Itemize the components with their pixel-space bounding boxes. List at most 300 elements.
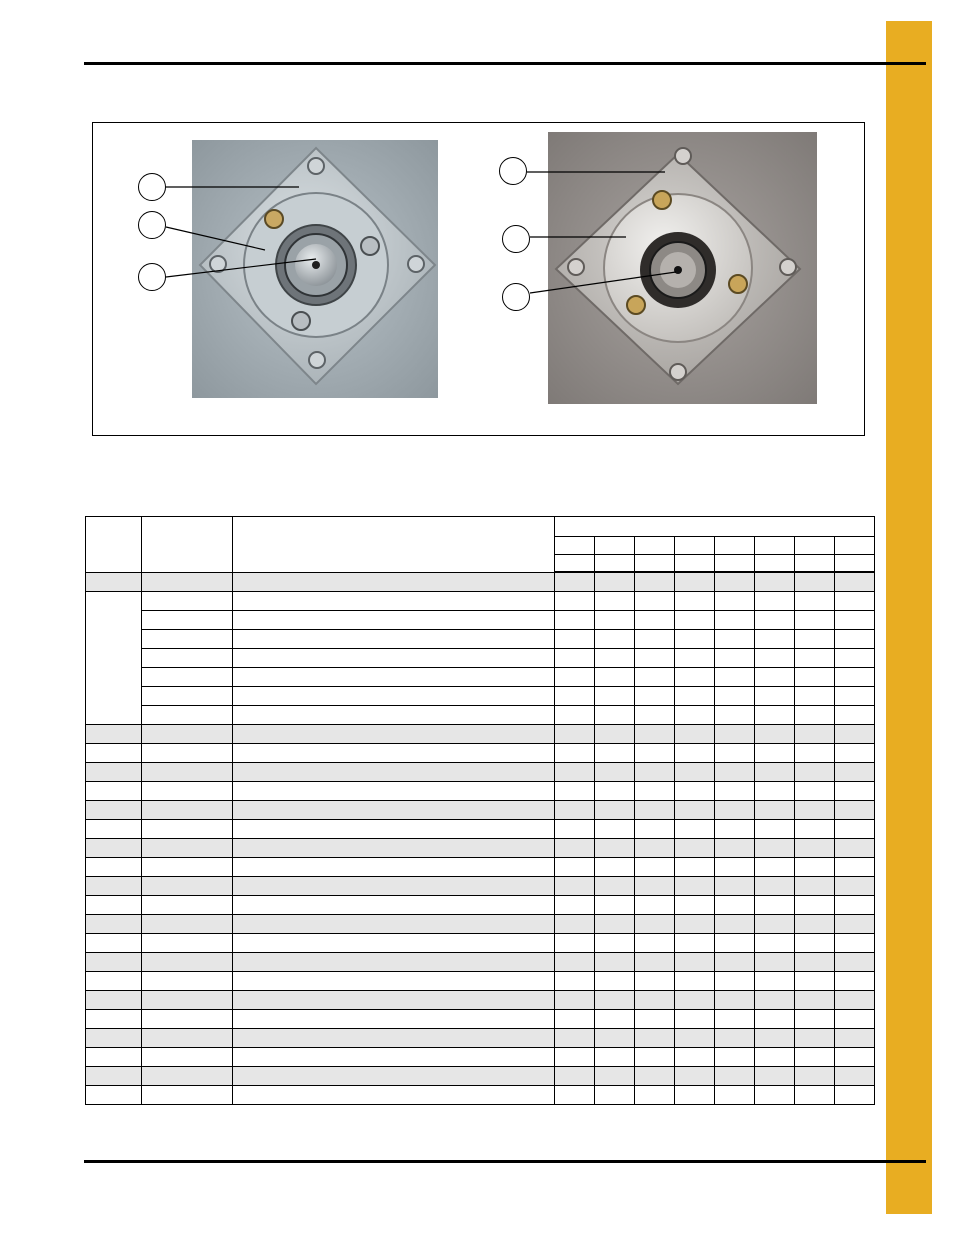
qty-cell: [755, 1010, 795, 1029]
table-row: [86, 668, 875, 687]
table-row: [86, 1029, 875, 1048]
header-qty-cell: [675, 555, 715, 573]
qty-cell: [755, 1067, 795, 1086]
qty-cell: [555, 668, 595, 687]
callout-circle: [502, 283, 530, 311]
qty-cell: [715, 877, 755, 896]
part-number-cell: [142, 1067, 233, 1086]
header-size-cell: [675, 537, 715, 555]
table-row: [86, 649, 875, 668]
qty-cell: [715, 953, 755, 972]
qty-cell: [715, 839, 755, 858]
description-cell: [233, 934, 555, 953]
qty-cell: [595, 1086, 635, 1105]
ref-cell: [86, 1048, 142, 1067]
qty-cell: [675, 820, 715, 839]
ref-cell: [86, 1029, 142, 1048]
qty-cell: [755, 839, 795, 858]
qty-cell: [555, 858, 595, 877]
qty-cell: [715, 934, 755, 953]
qty-cell: [795, 572, 835, 592]
footer-rule: [84, 1160, 926, 1163]
qty-cell: [555, 820, 595, 839]
qty-cell: [675, 801, 715, 820]
qty-cell: [675, 744, 715, 763]
qty-cell: [555, 934, 595, 953]
qty-cell: [835, 1010, 875, 1029]
qty-cell: [555, 896, 595, 915]
qty-cell: [595, 668, 635, 687]
qty-cell: [675, 877, 715, 896]
table-row: [86, 877, 875, 896]
qty-cell: [675, 991, 715, 1010]
ref-cell: [86, 725, 142, 744]
qty-cell: [715, 991, 755, 1010]
qty-cell: [795, 972, 835, 991]
qty-cell: [595, 649, 635, 668]
qty-cell: [595, 953, 635, 972]
header-size-group-cell: [555, 517, 875, 537]
description-cell: [233, 744, 555, 763]
qty-cell: [795, 1067, 835, 1086]
qty-cell: [835, 896, 875, 915]
part-number-cell: [142, 1029, 233, 1048]
qty-cell: [835, 572, 875, 592]
qty-cell: [715, 1010, 755, 1029]
description-cell: [233, 953, 555, 972]
ref-cell: [86, 858, 142, 877]
part-number-cell: [142, 687, 233, 706]
description-cell: [233, 1086, 555, 1105]
ref-cell: [86, 1067, 142, 1086]
callout-circle: [138, 263, 166, 291]
qty-cell: [795, 1029, 835, 1048]
qty-cell: [835, 763, 875, 782]
part-number-cell: [142, 915, 233, 934]
qty-cell: [555, 649, 595, 668]
ref-cell: [86, 1010, 142, 1029]
qty-cell: [795, 1086, 835, 1105]
qty-cell: [755, 763, 795, 782]
qty-cell: [795, 858, 835, 877]
description-cell: [233, 630, 555, 649]
qty-cell: [755, 572, 795, 592]
table-row: [86, 592, 875, 611]
description-cell: [233, 763, 555, 782]
qty-cell: [675, 782, 715, 801]
header-size-cell: [715, 537, 755, 555]
section-tab: [886, 21, 932, 1214]
ref-cell: [86, 572, 142, 592]
qty-cell: [635, 839, 675, 858]
qty-cell: [595, 934, 635, 953]
qty-cell: [635, 801, 675, 820]
qty-cell: [595, 687, 635, 706]
qty-cell: [555, 687, 595, 706]
ref-cell: [86, 877, 142, 896]
qty-cell: [635, 896, 675, 915]
qty-cell: [715, 1048, 755, 1067]
qty-cell: [755, 972, 795, 991]
qty-cell: [795, 668, 835, 687]
ref-cell: [86, 763, 142, 782]
qty-cell: [755, 1029, 795, 1048]
qty-cell: [675, 839, 715, 858]
qty-cell: [595, 782, 635, 801]
table-row: [86, 801, 875, 820]
description-cell: [233, 820, 555, 839]
ref-cell: [86, 782, 142, 801]
qty-cell: [835, 1086, 875, 1105]
qty-cell: [595, 744, 635, 763]
qty-cell: [555, 725, 595, 744]
description-cell: [233, 801, 555, 820]
qty-cell: [675, 896, 715, 915]
qty-cell: [835, 649, 875, 668]
qty-cell: [595, 572, 635, 592]
qty-cell: [555, 763, 595, 782]
qty-cell: [675, 858, 715, 877]
ref-cell: [86, 839, 142, 858]
header-size-cell: [635, 537, 675, 555]
part-number-cell: [142, 953, 233, 972]
qty-cell: [835, 1048, 875, 1067]
qty-cell: [835, 782, 875, 801]
ref-cell-merged: [86, 592, 142, 725]
header-size-cell: [595, 537, 635, 555]
part-number-cell: [142, 934, 233, 953]
table-row: [86, 782, 875, 801]
qty-cell: [595, 839, 635, 858]
qty-cell: [835, 877, 875, 896]
qty-cell: [795, 1010, 835, 1029]
qty-cell: [595, 896, 635, 915]
qty-cell: [675, 611, 715, 630]
header-size-cell: [755, 537, 795, 555]
part-number-cell: [142, 1010, 233, 1029]
qty-cell: [555, 592, 595, 611]
qty-cell: [635, 572, 675, 592]
callout-circle: [138, 211, 166, 239]
qty-cell: [835, 611, 875, 630]
callout-circle: [499, 157, 527, 185]
description-cell: [233, 592, 555, 611]
qty-cell: [635, 706, 675, 725]
qty-cell: [755, 934, 795, 953]
part-number-cell: [142, 858, 233, 877]
qty-cell: [755, 1048, 795, 1067]
qty-cell: [715, 896, 755, 915]
qty-cell: [835, 972, 875, 991]
qty-cell: [635, 611, 675, 630]
ref-cell: [86, 896, 142, 915]
qty-cell: [555, 1048, 595, 1067]
table-row: [86, 706, 875, 725]
description-cell: [233, 572, 555, 592]
description-cell: [233, 972, 555, 991]
qty-cell: [635, 877, 675, 896]
qty-cell: [675, 572, 715, 592]
qty-cell: [555, 572, 595, 592]
qty-cell: [795, 744, 835, 763]
table-row: [86, 1067, 875, 1086]
qty-cell: [715, 744, 755, 763]
description-cell: [233, 668, 555, 687]
qty-cell: [595, 763, 635, 782]
table-row: [86, 972, 875, 991]
qty-cell: [635, 782, 675, 801]
qty-cell: [755, 991, 795, 1010]
qty-cell: [755, 896, 795, 915]
qty-cell: [675, 668, 715, 687]
callout-circle: [502, 225, 530, 253]
table-row: [86, 763, 875, 782]
qty-cell: [755, 858, 795, 877]
table-header-row: [86, 517, 875, 537]
description-cell: [233, 915, 555, 934]
description-cell: [233, 1029, 555, 1048]
qty-cell: [715, 801, 755, 820]
qty-cell: [795, 630, 835, 649]
qty-cell: [795, 687, 835, 706]
part-number-cell: [142, 782, 233, 801]
qty-cell: [595, 915, 635, 934]
qty-cell: [595, 1029, 635, 1048]
flange-bearing-photo-right: [548, 132, 817, 404]
qty-cell: [835, 991, 875, 1010]
qty-cell: [835, 592, 875, 611]
part-number-cell: [142, 896, 233, 915]
description-cell: [233, 782, 555, 801]
part-number-cell: [142, 991, 233, 1010]
qty-cell: [595, 858, 635, 877]
part-number-cell: [142, 706, 233, 725]
qty-cell: [635, 668, 675, 687]
qty-cell: [755, 592, 795, 611]
qty-cell: [795, 763, 835, 782]
header-qty-cell: [755, 555, 795, 573]
qty-cell: [555, 991, 595, 1010]
qty-cell: [715, 858, 755, 877]
header-qty-cell: [635, 555, 675, 573]
header-part-number-cell: [142, 517, 233, 573]
qty-cell: [715, 572, 755, 592]
qty-cell: [635, 1067, 675, 1086]
table-row: [86, 611, 875, 630]
part-number-cell: [142, 668, 233, 687]
qty-cell: [595, 877, 635, 896]
qty-cell: [795, 839, 835, 858]
qty-cell: [635, 649, 675, 668]
qty-cell: [715, 611, 755, 630]
part-number-cell: [142, 1086, 233, 1105]
qty-cell: [835, 668, 875, 687]
qty-cell: [755, 915, 795, 934]
qty-cell: [835, 744, 875, 763]
qty-cell: [715, 1086, 755, 1105]
qty-cell: [795, 820, 835, 839]
qty-cell: [795, 877, 835, 896]
qty-cell: [555, 839, 595, 858]
qty-cell: [795, 782, 835, 801]
part-number-cell: [142, 972, 233, 991]
qty-cell: [715, 915, 755, 934]
qty-cell: [635, 1029, 675, 1048]
ref-cell: [86, 953, 142, 972]
qty-cell: [835, 915, 875, 934]
qty-cell: [755, 820, 795, 839]
qty-cell: [795, 801, 835, 820]
qty-cell: [675, 1048, 715, 1067]
qty-cell: [835, 858, 875, 877]
part-number-cell: [142, 877, 233, 896]
header-ref-cell: [86, 517, 142, 573]
qty-cell: [635, 934, 675, 953]
ref-cell: [86, 820, 142, 839]
qty-cell: [595, 820, 635, 839]
qty-cell: [795, 725, 835, 744]
qty-cell: [715, 687, 755, 706]
qty-cell: [635, 592, 675, 611]
qty-cell: [715, 668, 755, 687]
description-cell: [233, 706, 555, 725]
qty-cell: [635, 687, 675, 706]
figure-frame: [92, 122, 865, 436]
qty-cell: [795, 991, 835, 1010]
qty-cell: [555, 611, 595, 630]
ref-cell: [86, 1086, 142, 1105]
qty-cell: [555, 915, 595, 934]
part-number-cell: [142, 820, 233, 839]
qty-cell: [835, 630, 875, 649]
qty-cell: [755, 668, 795, 687]
header-qty-cell: [795, 555, 835, 573]
description-cell: [233, 1048, 555, 1067]
qty-cell: [675, 687, 715, 706]
part-number-cell: [142, 649, 233, 668]
part-number-cell: [142, 763, 233, 782]
description-cell: [233, 877, 555, 896]
ref-cell: [86, 915, 142, 934]
qty-cell: [715, 763, 755, 782]
header-size-cell: [835, 537, 875, 555]
part-number-cell: [142, 630, 233, 649]
qty-cell: [595, 1067, 635, 1086]
table-row: [86, 953, 875, 972]
table-row: [86, 1086, 875, 1105]
qty-cell: [555, 782, 595, 801]
qty-cell: [635, 953, 675, 972]
qty-cell: [835, 820, 875, 839]
part-number-cell: [142, 572, 233, 592]
qty-cell: [595, 1048, 635, 1067]
part-number-cell: [142, 744, 233, 763]
qty-cell: [635, 1048, 675, 1067]
header-qty-cell: [595, 555, 635, 573]
qty-cell: [675, 649, 715, 668]
header-rule: [84, 62, 926, 65]
qty-cell: [555, 801, 595, 820]
qty-cell: [675, 972, 715, 991]
qty-cell: [715, 592, 755, 611]
qty-cell: [555, 1067, 595, 1086]
qty-cell: [555, 877, 595, 896]
qty-cell: [755, 801, 795, 820]
qty-cell: [755, 877, 795, 896]
part-number-cell: [142, 611, 233, 630]
qty-cell: [795, 1048, 835, 1067]
qty-cell: [835, 725, 875, 744]
qty-cell: [635, 858, 675, 877]
table-row: [86, 687, 875, 706]
description-cell: [233, 896, 555, 915]
qty-cell: [675, 934, 715, 953]
qty-cell: [635, 915, 675, 934]
qty-cell: [715, 782, 755, 801]
parts-list-table: [85, 516, 875, 1105]
qty-cell: [595, 725, 635, 744]
table-row: [86, 934, 875, 953]
qty-cell: [595, 1010, 635, 1029]
qty-cell: [555, 1010, 595, 1029]
description-cell: [233, 858, 555, 877]
qty-cell: [795, 915, 835, 934]
qty-cell: [835, 687, 875, 706]
qty-cell: [755, 649, 795, 668]
qty-cell: [755, 744, 795, 763]
qty-cell: [835, 1067, 875, 1086]
header-qty-cell: [835, 555, 875, 573]
description-cell: [233, 839, 555, 858]
qty-cell: [635, 820, 675, 839]
table-row: [86, 630, 875, 649]
description-cell: [233, 1010, 555, 1029]
qty-cell: [675, 763, 715, 782]
description-cell: [233, 611, 555, 630]
qty-cell: [675, 706, 715, 725]
table-row: [86, 1048, 875, 1067]
qty-cell: [555, 1029, 595, 1048]
ref-cell: [86, 744, 142, 763]
qty-cell: [635, 744, 675, 763]
qty-cell: [835, 801, 875, 820]
qty-cell: [835, 1029, 875, 1048]
flange-bearing-photo-left: [192, 140, 438, 398]
ref-cell: [86, 972, 142, 991]
qty-cell: [795, 649, 835, 668]
qty-cell: [715, 1067, 755, 1086]
table-row: [86, 572, 875, 592]
ref-cell: [86, 801, 142, 820]
qty-cell: [715, 820, 755, 839]
qty-cell: [715, 649, 755, 668]
qty-cell: [835, 839, 875, 858]
qty-cell: [715, 630, 755, 649]
table-row: [86, 896, 875, 915]
qty-cell: [635, 1010, 675, 1029]
callout-circle: [138, 173, 166, 201]
qty-cell: [635, 1086, 675, 1105]
qty-cell: [595, 706, 635, 725]
qty-cell: [755, 706, 795, 725]
qty-cell: [635, 972, 675, 991]
qty-cell: [555, 630, 595, 649]
description-cell: [233, 1067, 555, 1086]
qty-cell: [675, 1029, 715, 1048]
qty-cell: [755, 630, 795, 649]
description-cell: [233, 725, 555, 744]
qty-cell: [715, 1029, 755, 1048]
